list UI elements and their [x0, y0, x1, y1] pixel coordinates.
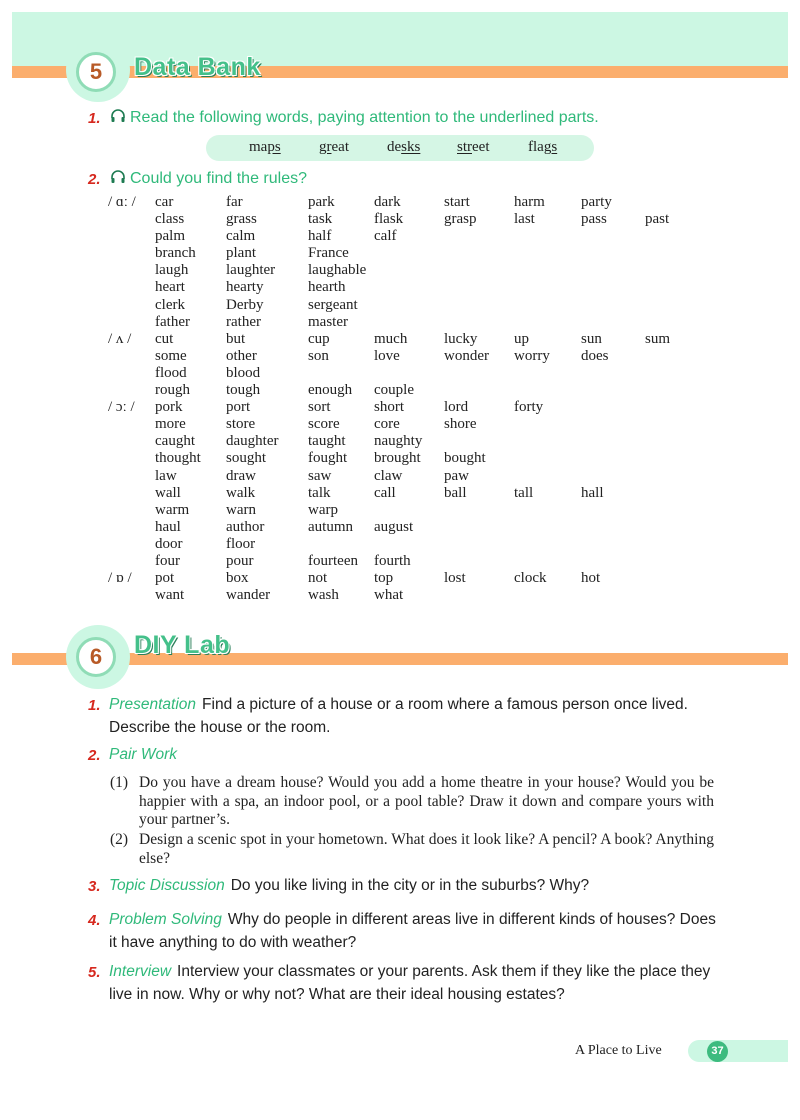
example-word [444, 228, 514, 245]
phonetics-row [108, 331, 695, 348]
underlined-word: street [457, 139, 490, 155]
example-word [581, 433, 645, 450]
example-word [645, 553, 695, 570]
symbol-spacer [108, 416, 155, 433]
example-word [514, 587, 581, 604]
exercise-number: 1. [88, 110, 101, 127]
example-word: hot [581, 570, 601, 587]
example-word [514, 502, 581, 519]
exercise-number: 2. [88, 171, 101, 188]
activity-topic-discussion [109, 874, 719, 897]
example-word [374, 297, 444, 314]
example-word: pork [155, 399, 183, 416]
example-word: lucky [444, 330, 478, 347]
activity-label: Interview [109, 963, 172, 980]
example-word: autumn [308, 518, 353, 535]
example-word: core [374, 416, 400, 433]
example-word: more [155, 416, 186, 433]
example-word: father [155, 313, 190, 330]
example-word [581, 399, 645, 416]
example-word [581, 228, 645, 245]
section-number-badge: 6 [76, 637, 116, 677]
example-word [444, 245, 514, 262]
symbol-spacer [108, 485, 155, 502]
example-word [645, 262, 695, 279]
example-word: fought [308, 450, 348, 467]
example-word [444, 519, 514, 536]
activity-number: 5. [88, 964, 101, 981]
example-word: sought [226, 450, 267, 467]
phonetics-row [108, 485, 695, 502]
example-word: saw [308, 467, 332, 484]
phonetics-row [108, 416, 695, 433]
example-word: naughty [374, 433, 423, 450]
example-word [374, 279, 444, 296]
example-word: haul [155, 518, 181, 535]
example-word: love [374, 347, 400, 364]
example-word: does [581, 347, 609, 364]
example-word [581, 502, 645, 519]
example-word: sort [308, 399, 331, 416]
activity-pair-work [109, 743, 719, 766]
example-word [645, 279, 695, 296]
symbol-spacer [108, 450, 155, 467]
example-word: top [374, 570, 394, 587]
example-word [444, 502, 514, 519]
example-word [581, 297, 645, 314]
example-word: lost [444, 570, 466, 587]
example-word: forty [514, 399, 544, 416]
activity-text: Find a picture of a house or a room where a famous person once lived. Describe the house or the room. [109, 696, 688, 736]
example-word [514, 228, 581, 245]
underlined-word: great [319, 139, 349, 155]
example-word [444, 553, 514, 570]
example-word [645, 314, 695, 331]
symbol-spacer [108, 297, 155, 314]
phonetics-row [108, 262, 695, 279]
activity-label: Pair Work [109, 746, 178, 763]
activity-interview [109, 960, 719, 1006]
headphones-icon[interactable] [110, 169, 126, 185]
example-word [514, 365, 581, 382]
example-word [581, 468, 645, 485]
activity-text: Do you like living in the city or in the suburbs? Why? [230, 877, 590, 894]
phonetics-word-table [108, 194, 695, 604]
example-word [645, 365, 695, 382]
example-word [374, 502, 444, 519]
phonetics-row [108, 211, 695, 228]
example-word [645, 433, 695, 450]
example-word [514, 245, 581, 262]
phonetics-row [108, 570, 695, 587]
phonetics-row [108, 519, 695, 536]
example-word [645, 587, 695, 604]
example-word: hearty [226, 279, 264, 296]
example-word: pot [155, 570, 175, 587]
example-word: august [374, 518, 414, 535]
example-word: car [155, 194, 174, 210]
example-word [514, 382, 581, 399]
example-word [581, 382, 645, 399]
example-word [645, 450, 695, 467]
subitem-text: Do you have a dream house? Would you add a home theatre in your house? Would you be happier with a spa, an indoor pool, or a pool table? Draw it down and compare yours with your partner’s. [139, 774, 714, 828]
example-word: author [226, 518, 265, 535]
phonetics-row [108, 450, 695, 467]
phonetics-row [108, 348, 695, 365]
example-word: wall [155, 484, 181, 501]
phonetics-row [108, 502, 695, 519]
example-word: sum [645, 330, 671, 347]
example-word: bought [444, 450, 486, 467]
footer-unit-title: A Place to Live [575, 1043, 662, 1058]
example-word [581, 450, 645, 467]
symbol-spacer [108, 553, 155, 570]
example-word: box [226, 570, 249, 587]
symbol-spacer [108, 245, 155, 262]
example-word: clock [514, 570, 547, 587]
example-word: shore [444, 416, 477, 433]
example-word [444, 536, 514, 553]
example-word: plant [226, 245, 256, 262]
example-word [581, 553, 645, 570]
example-word [374, 262, 444, 279]
example-word: warn [226, 501, 256, 518]
example-word: what [374, 587, 404, 604]
example-word [444, 297, 514, 314]
example-word: laughter [226, 262, 276, 279]
phonetics-row [108, 297, 695, 314]
example-word: calf [374, 228, 397, 245]
example-word: grass [226, 211, 257, 228]
example-word: half [308, 228, 332, 245]
example-word [514, 416, 581, 433]
example-word [374, 245, 444, 262]
example-word [645, 519, 695, 536]
example-word: enough [308, 382, 353, 399]
example-word: law [155, 467, 177, 484]
example-word: France [308, 245, 349, 262]
symbol-spacer [108, 314, 155, 331]
example-word [514, 433, 581, 450]
example-word [581, 365, 645, 382]
example-word: son [308, 347, 329, 364]
example-word: ball [444, 484, 467, 501]
example-word: class [155, 211, 185, 228]
example-word [645, 382, 695, 399]
example-word [581, 519, 645, 536]
symbol-spacer [108, 365, 155, 382]
underlined-word: desks [387, 139, 421, 155]
symbol-spacer [108, 519, 155, 536]
example-word: floor [226, 535, 256, 552]
example-word: score [308, 416, 340, 433]
example-word [581, 279, 645, 296]
example-word: up [514, 330, 529, 347]
example-word: wash [308, 587, 339, 604]
example-word [581, 314, 645, 331]
symbol-spacer [108, 262, 155, 279]
phonetic-symbol: / ʌ / [108, 330, 132, 347]
example-word: paw [444, 467, 469, 484]
example-word: hearth [308, 279, 346, 296]
example-word [444, 279, 514, 296]
example-word: laugh [155, 262, 189, 279]
example-word [514, 262, 581, 279]
example-word: not [308, 570, 328, 587]
example-word: task [308, 211, 333, 228]
example-word: cup [308, 330, 330, 347]
symbol-spacer [108, 211, 155, 228]
example-word [581, 262, 645, 279]
example-word [514, 279, 581, 296]
instruction-text: Could you find the rules? [130, 170, 307, 187]
example-word [645, 502, 695, 519]
page-number: 37 [707, 1041, 728, 1062]
example-word: fourteen [308, 552, 358, 569]
symbol-spacer [108, 536, 155, 553]
section-title: Data Bank [134, 53, 261, 81]
example-word: warp [308, 501, 338, 518]
example-word: rough [155, 382, 190, 399]
example-word: wander [226, 587, 271, 604]
example-word [444, 365, 514, 382]
example-word [645, 245, 695, 262]
example-word: flood [155, 364, 187, 381]
example-word: start [444, 194, 470, 210]
example-word: short [374, 399, 404, 416]
activity-text: Interview your classmates or your parents. Ask them if they like the place they live in now. Why or why not? What are their ideal housing estates? [109, 963, 711, 1003]
symbol-spacer [108, 433, 155, 450]
example-word: port [226, 399, 251, 416]
example-word: clerk [155, 296, 185, 313]
example-word: grasp [444, 211, 477, 228]
example-word: pass [581, 211, 607, 228]
example-word [308, 365, 374, 382]
example-word [645, 536, 695, 553]
example-word [514, 314, 581, 331]
example-word [514, 519, 581, 536]
phonetics-row [108, 553, 695, 570]
symbol-spacer [108, 587, 155, 604]
example-word: palm [155, 228, 185, 245]
example-word: daughter [226, 433, 279, 450]
example-word [444, 262, 514, 279]
example-word: hall [581, 484, 604, 501]
example-word: past [645, 211, 670, 228]
example-word: rather [226, 313, 261, 330]
example-word [514, 450, 581, 467]
example-word: couple [374, 382, 414, 399]
example-word [645, 570, 695, 587]
pair-work-subitem [110, 774, 714, 830]
example-word [645, 228, 695, 245]
example-word [581, 245, 645, 262]
example-word: sun [581, 330, 602, 347]
example-word [514, 468, 581, 485]
example-word: calm [226, 228, 256, 245]
activity-problem-solving [109, 908, 719, 954]
example-word: draw [226, 467, 256, 484]
example-word [444, 433, 514, 450]
example-word [645, 399, 695, 416]
example-word [581, 587, 645, 604]
headphones-icon[interactable] [110, 108, 126, 124]
example-word: want [155, 587, 185, 604]
activity-presentation [109, 693, 719, 739]
underlined-word: flags [528, 139, 558, 155]
example-word: dark [374, 194, 401, 210]
example-word: master [308, 313, 348, 330]
example-word: wonder [444, 347, 489, 364]
phonetic-symbol: / ɔː / [108, 399, 135, 416]
example-word: laughable [308, 262, 367, 279]
phonetics-row [108, 279, 695, 296]
example-word [645, 485, 695, 502]
example-word: but [226, 330, 246, 347]
example-word: far [226, 194, 243, 210]
example-word: branch [155, 245, 196, 262]
symbol-spacer [108, 228, 155, 245]
example-word [581, 536, 645, 553]
example-word: last [514, 211, 535, 228]
example-word: thought [155, 450, 201, 467]
example-word [645, 348, 695, 365]
example-word: Derby [226, 296, 264, 313]
symbol-spacer [108, 502, 155, 519]
example-word: worry [514, 347, 550, 364]
subitem-text: Design a scenic spot in your hometown. What does it look like? A pencil? A book? Anything else? [139, 831, 714, 867]
example-word: tough [226, 382, 261, 399]
example-word [374, 536, 444, 553]
example-word: cut [155, 330, 174, 347]
example-word: store [226, 416, 256, 433]
example-word [645, 297, 695, 314]
example-word: taught [308, 433, 346, 450]
example-word: sergeant [308, 296, 358, 313]
example-word: fourth [374, 552, 411, 569]
phonetics-row [108, 365, 695, 382]
example-word [444, 587, 514, 604]
example-word: other [226, 347, 257, 364]
example-word [444, 382, 514, 399]
exercise-instruction [110, 169, 307, 188]
example-word: some [155, 347, 187, 364]
subitem-number: (2) [110, 831, 129, 848]
symbol-spacer [108, 468, 155, 485]
example-word [645, 468, 695, 485]
example-word [514, 536, 581, 553]
example-word: four [155, 552, 180, 569]
example-word: much [374, 330, 408, 347]
phonetics-row [108, 536, 695, 553]
phonetics-row [108, 587, 695, 604]
symbol-spacer [108, 279, 155, 296]
activity-text: Why do people in different areas live in different kinds of houses? Does it have anything to do with weather? [109, 911, 716, 951]
phonetics-row [108, 314, 695, 331]
underlined-word: maps [249, 139, 281, 155]
example-word: harm [514, 194, 545, 210]
activity-number: 3. [88, 878, 101, 895]
activity-number: 4. [88, 912, 101, 929]
pair-work-subitem [110, 831, 714, 868]
phonetics-row [108, 194, 695, 211]
activity-number: 1. [88, 697, 101, 714]
example-word [514, 553, 581, 570]
example-word: heart [155, 279, 185, 296]
example-word: claw [374, 467, 403, 484]
example-word [645, 416, 695, 433]
example-word: pour [226, 552, 254, 569]
example-word: party [581, 194, 612, 210]
section-number-badge: 5 [76, 52, 116, 92]
phonetics-row [108, 228, 695, 245]
example-word: walk [226, 484, 256, 501]
subitem-number: (1) [110, 774, 129, 791]
activity-label: Problem Solving [109, 911, 222, 928]
phonetics-row [108, 382, 695, 399]
phonetic-symbol: / ɑː / [108, 194, 136, 210]
example-word: lord [444, 399, 469, 416]
symbol-spacer [108, 348, 155, 365]
example-word: talk [308, 484, 331, 501]
example-word: brought [374, 450, 421, 467]
example-word [308, 536, 374, 553]
activity-number: 2. [88, 747, 101, 764]
section-title: DIY Lab [134, 631, 231, 659]
phonetic-symbol: / ɒ / [108, 570, 132, 587]
example-word [374, 365, 444, 382]
example-word: warm [155, 501, 190, 518]
example-word: flask [374, 211, 404, 228]
example-word: park [308, 194, 335, 210]
phonetics-row [108, 433, 695, 450]
example-word: door [155, 535, 183, 552]
example-word [514, 297, 581, 314]
example-word: call [374, 484, 396, 501]
example-word: blood [226, 364, 261, 381]
phonetics-row [108, 468, 695, 485]
symbol-spacer [108, 382, 155, 399]
example-word [581, 416, 645, 433]
activity-label: Presentation [109, 696, 197, 713]
example-word: caught [155, 433, 195, 450]
footer-page-band [688, 1040, 788, 1062]
phonetics-row [108, 399, 695, 416]
phonetics-row [108, 245, 695, 262]
instruction-text: Read the following words, paying attention to the underlined parts. [130, 109, 599, 126]
example-word: tall [514, 484, 534, 501]
activity-label: Topic Discussion [109, 877, 225, 894]
example-word [374, 314, 444, 331]
example-word [444, 314, 514, 331]
example-word [645, 194, 695, 211]
exercise-instruction [110, 108, 599, 127]
